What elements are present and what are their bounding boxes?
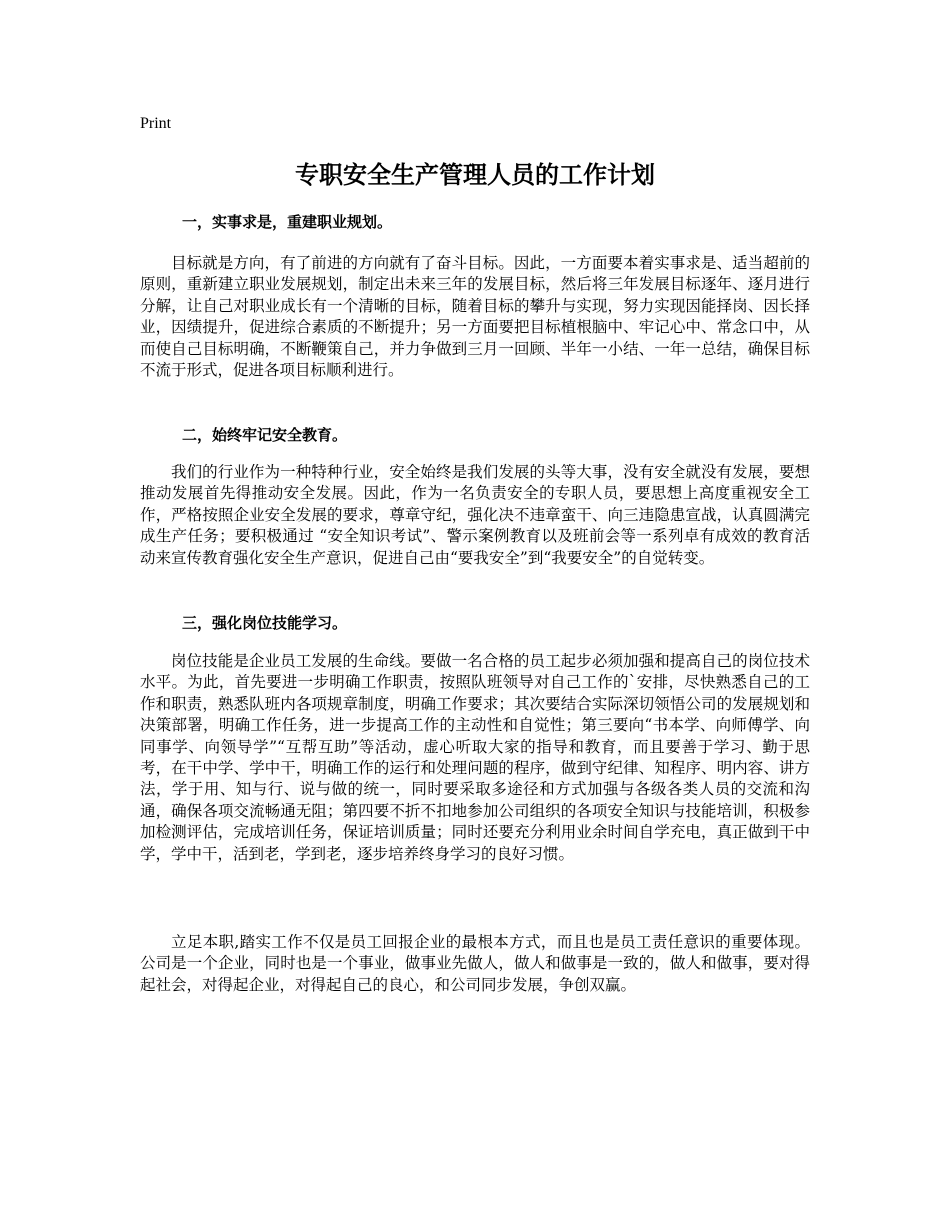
section-heading-1: 一，实事求是，重建职业规划。 (182, 213, 393, 231)
section-3-paragraph-2: 立足本职,踏实工作不仅是员工回报企业的最根本方式，而且也是员工责任意识的重要体现。公司是一个企业，同时也是一个事业，做事业先做人，做人和做事是一致的，做人和做事，要对得起社会，对得起企业，对得起自己的良心，和公司同步发展，争创双赢。 (140, 933, 810, 994)
section-heading-2: 二，始终牢记安全教育。 (182, 426, 348, 444)
document-title: 专职安全生产管理人员的工作计划 (295, 161, 655, 189)
print-label: Print (140, 115, 172, 132)
section-3-paragraph-1: 岗位技能是企业员工发展的生命线。要做一名合格的员工起步必须加强和提高自己的岗位技术水平。为此，首先要进一步明确工作职责，按照队班领导对自己工作的`安排，尽快熟悉自己的工作和职责，熟悉队班内各项规章制度，明确工作要求；其次要结合实际深切领悟公司的发展规划和决策部署，明确工作任务，进一步提高工作的主动性和自觉性；第三要向“书本学、向师傅学、向同事学、向领导学”“互帮互助”等活动，虚心听取大家的指导和教育，而且要善于学习、勤于思考，在干中学、学中干，明确工作的运行和处理问题的程序，做到守纪律、知程序、明内容、讲方法，学于用、知与行、说与做的统一，同时要采取多途径和方式加强与各级各类人员的交流和沟通，确保各项交流畅通无阻；第四要不折不扣地参加公司组织的各项安全知识与技能培训，积极参加检测评估，完成培训任务，保证培训质量；同时还要充分利用业余时间自学充电，真正做到干中学，学中干，活到老，学到老，逐步培养终身学习的良好习惯。 (140, 652, 810, 863)
section-2-paragraph: 我们的行业作为一种特种行业，安全始终是我们发展的头等大事，没有安全就没有发展，要想推动发展首先得推动安全发展。因此，作为一名负责安全的专职人员，要思想上高度重视安全工作，严格按照企业安全发展的要求，尊章守纪，强化决不违章蛮干、向三违隐患宣战，认真圆满完成生产任务；要积极通过 “安全知识考试”、警示案例教育以及班前会等一系列卓有成效的教育活动来宣传教育强化安全生产意识，促进自己由“要我安全”到“我要安全”的自觉转变。 (140, 463, 810, 567)
section-heading-3: 三，强化岗位技能学习。 (182, 614, 348, 632)
section-1-paragraph: 目标就是方向，有了前进的方向就有了奋斗目标。因此，一方面要本着实事求是、适当超前的原则，重新建立职业发展规划，制定出未来三年的发展目标，然后将三年发展目标逐年、逐月进行分解，让自己对职业成长有一个清晰的目标，随着目标的攀升与实现，努力实现因能择岗、因长择业，因绩提升，促进综合素质的不断提升；另一方面要把目标植根脑中、牢记心中、常念口中，从而使自己目标明确，不断鞭策自己，并力争做到三月一回顾、半年一小结、一年一总结，确保目标不流于形式，促进各项目标顺利进行。 (140, 254, 810, 380)
